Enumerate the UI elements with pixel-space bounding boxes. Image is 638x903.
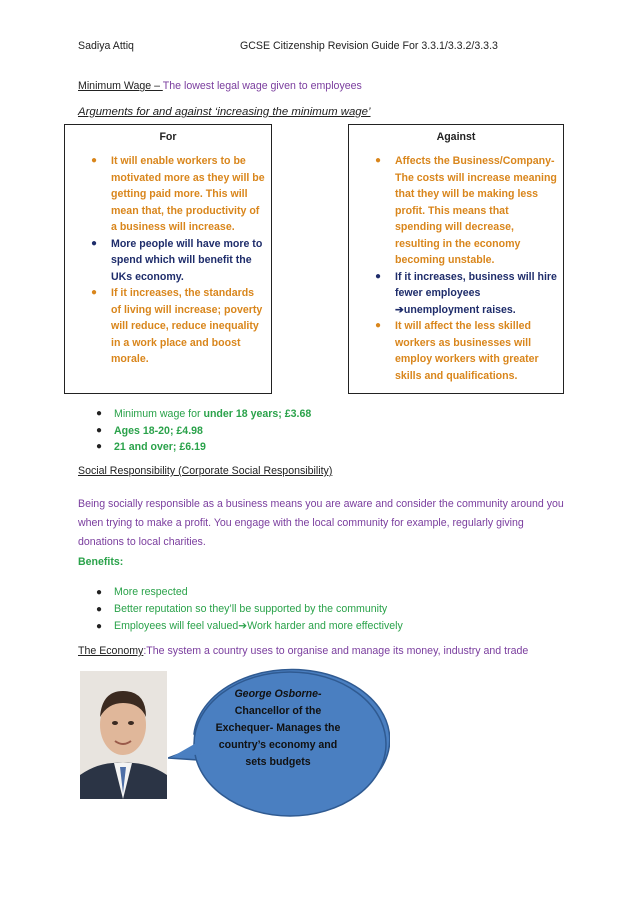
economy-definition	[78, 645, 528, 657]
bullet-icon: ●	[96, 441, 103, 452]
against-list	[349, 153, 563, 384]
against-item: ● Affects the Business/Company- The costs will increase meaning that they will be making less profit. This means that spending will decrease, resulting in the economy becoming unstable.	[375, 155, 557, 266]
for-box	[64, 124, 272, 394]
bullet-icon: ●	[375, 270, 382, 282]
arrow-right-icon: ➔	[238, 620, 248, 632]
bullet-icon: ●	[96, 621, 103, 632]
benefit-item: ● Employees will feel valued➔Work harder and more effectively	[96, 618, 403, 635]
against-item: ● It will affect the less skilled workers as businesses will employ workers with greater skills and qualifications.	[375, 320, 539, 382]
wage-rates-list	[96, 406, 311, 456]
benefits-label: Benefits:	[78, 556, 124, 568]
portrait-photo	[80, 671, 167, 799]
for-list	[65, 153, 271, 368]
bullet-icon: ●	[96, 424, 103, 436]
minimum-wage-text: The lowest legal wage given to employees	[162, 80, 362, 92]
social-responsibility-heading: Social Responsibility (Corporate Social Responsibility)	[78, 465, 333, 477]
speech-bubble-text	[214, 686, 342, 771]
wage-rate-item: ● 21 and over; £6.19	[96, 439, 311, 456]
wage-rate-item: ● Minimum wage for under 18 years; £3.68	[96, 406, 311, 423]
benefit-item: ● More respected	[96, 584, 403, 601]
bullet-icon: ●	[96, 408, 103, 419]
header-author: Sadiya Attiq	[78, 40, 134, 52]
for-title: For	[159, 131, 177, 143]
against-title: Against	[436, 131, 476, 143]
minimum-wage-definition	[78, 80, 362, 92]
bullet-icon: ●	[375, 320, 382, 331]
bullet-icon: ●	[96, 587, 103, 598]
for-item: ● It will enable workers to be motivated more as they will be getting paid more. This will mean that, the productivity of a business will increase.	[91, 155, 265, 233]
eye-shape	[128, 721, 134, 725]
economy-term: The Economy	[78, 645, 144, 657]
for-item: ● More people will have more to spend which will benefit the UKs economy.	[91, 237, 263, 283]
bubble-name: George Osborne-	[234, 688, 322, 700]
benefit-item: ● Better reputation so they’ll be supported by the community	[96, 601, 403, 618]
bullet-icon: ●	[91, 155, 98, 166]
against-item: ● If it increases, business will hire fewer employees ➔unemployment raises.	[375, 270, 557, 316]
for-item: ● If it increases, the standards of living will increase; poverty will reduce, reduce inequality in a work place and boost morale.	[91, 287, 263, 365]
bullet-icon: ●	[91, 237, 98, 249]
header-title: GCSE Citizenship Revision Guide For 3.3.1/3.3.2/3.3.3	[240, 40, 498, 52]
benefits-list	[96, 584, 403, 635]
bubble-description: Chancellor of the Exchequer- Manages the country’s economy and sets budgets	[215, 705, 341, 768]
bullet-icon: ●	[96, 604, 103, 615]
eye-shape	[112, 721, 118, 725]
social-responsibility-paragraph: Being socially responsible as a business means you are aware and consider the community around you when trying to make a profit. You engage with the local community for example, regularly giving donations to local charities.	[78, 498, 564, 548]
minimum-wage-term: Minimum Wage –	[78, 80, 163, 92]
against-box	[348, 124, 564, 394]
wage-rate-item: ● Ages 18-20; £4.98	[96, 423, 311, 440]
arguments-heading: Arguments for and against ‘increasing the minimum wage’	[78, 106, 371, 118]
bullet-icon: ●	[375, 155, 382, 166]
arrow-right-icon: ➔	[395, 303, 404, 316]
bullet-icon: ●	[91, 287, 98, 298]
economy-text: :The system a country uses to organise and manage its money, industry and trade	[143, 645, 529, 657]
